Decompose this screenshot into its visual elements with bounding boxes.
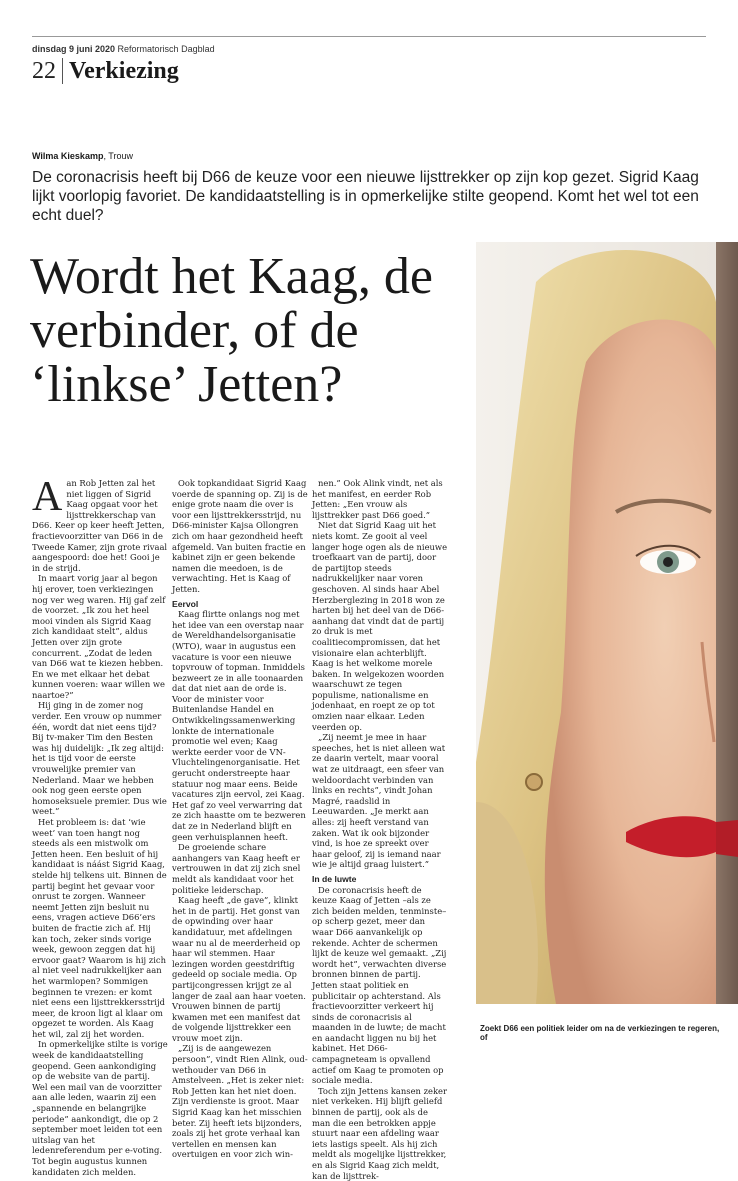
drop-cap: A	[32, 474, 63, 520]
column-2-paragraph: De groeiende schare aanhangers van Kaag heeft er vertrouwen in dat zij zich snel meldt als kandidaat voor het politieke leiderschap.	[172, 842, 301, 895]
dateline	[32, 44, 215, 54]
byline: Wilma Kieskamp, Trouw	[32, 151, 133, 161]
column-2-paragraph: Kaag flirtte onlangs nog met het idee van een overstap naar de Wereldhandelsorganisatie (WTO), waar in augustus een vacature is voor een nieuwe topvrouw of topman. Inmiddels bezweert ze in alle toonaarden dat dat niet aan de orde is. Voor de minister voor Buitenlandse Handel en Ontwikkelingssamenwerking lonkte de internationale promotie wel even; Kaag werkte eerder voor de VN-Vluchtelingenorganisatie. Het gerucht onderstreepte haar statuur nog maar eens. Beide vacatures zijn eervol, zei Kaag. Het gaf zo veel verwarring dat ze zich haastte om te bezweren dat ze in Nederland blijft en geen verhuisplannen heeft.	[172, 609, 306, 842]
top-rule	[32, 36, 706, 37]
column-3-paragraph: De coronacrisis heeft de keuze Kaag of Jetten –als ze zich beiden melden, tenminste– op scherp gezet, meer dan waar D66 aanvankelijk op rekende. Achter de schermen lijkt de keuze wel gemaakt. „Zij wordt het”, verwachten diverse bronnen binnen de partij. Jetten staat politiek en publicitair op achterstand. Als fractievoorzitter verkeert hij sinds de coronacrisis al maanden in de luwte; de macht en aandacht liggen nu bij het kabinet. Het D66-campagneteam is opvallend actief om Kaag te promoten op sociale media.	[312, 884, 447, 1086]
byline-outlet: Trouw	[108, 151, 133, 161]
column-3-paragraph: „Zij neemt je mee in haar speeches, het is niet alleen wat ze daarin vertelt, maar vooral wat ze uitdraagt, een sfeer van weldoordacht verbinden van links en rechts”, vindt Johan Magré, raadslid in Leeuwarden. „Je merkt aan alles: zij heeft verstand van zaken. Wat ik ook bijzonder vind, is hoe ze spreekt over haar geloof, zij is iemand naar wie je altijd graag luistert.”	[312, 732, 446, 870]
section-title: Verkiezing	[69, 58, 179, 84]
byline-author: Wilma Kieskamp	[32, 151, 104, 161]
photo-caption: Zoekt D66 een politiek leider om na de verkiezingen te regeren, of	[480, 1024, 720, 1042]
column-2-paragraph: Kaag heeft „de gave”, klinkt het in de partij. Het gonst van de opwinding over haar kandidatuur, met afdelingen waar nu al de meerderheid op haar wil stemmen. Haar lezingen worden geestdriftig gedeeld op sociale media. Op partijcongressen krijgt ze al langer de zaal aan haar voeten. Vrouwen binnen de partij kwamen met een manifest dat de volgende lijsttrekker een vrouw moet zijn.	[172, 895, 306, 1043]
issue-date: dinsdag 9 juni 2020	[32, 44, 116, 54]
portrait-photo	[476, 242, 738, 1004]
page-number: 22	[32, 58, 63, 84]
article-intro: De coronacrisis heeft bij D66 de keuze voor een nieuwe lijsttrekker op zijn kop gezet. Sigrid Kaag lijkt voorlopig favoriet. De kandidaatstelling is in opmerkelijke stilte geopend. Komt het wel tot een echt duel?	[32, 169, 699, 224]
column-1-paragraph	[32, 474, 168, 573]
article-column-3	[312, 478, 448, 1181]
column-2-paragraph: „Zij is de aangewezen persoon”, vindt Rien Alink, oud-wethouder van D66 in Amstelveen. „Het is zeker niet: Rob Jetten kan het niet doen. Zijn verdienste is groot. Maar Sigrid Kaag kan het misschien beter. Zij heeft iets bijzonders, zoals zij het grote verhaal kan vertellen en mensen kan overtuigen en voor zich win-	[172, 1043, 308, 1160]
column-3-paragraph: nen.” Ook Alink vindt, net als het manifest, en eerder Rob Jetten: „Een vrouw als lijsttrekker past D66 goed.”	[312, 478, 443, 520]
portrait-illustration	[476, 242, 738, 1004]
column-2-paragraph: Ook topkandidaat Sigrid Kaag voerde de spanning op. Zij is de enige grote naam die over is voor een lijsttrekkersstrijd, nu D66-minister Kajsa Ollongren zich om haar gezondheid heeft afgemeld. Van buiten fractie en kabinet zijn er geen bekende namen die meedoen, is de verwachting. Het is Kaag of Jetten.	[172, 478, 308, 594]
column-3-paragraph: Niet dat Sigrid Kaag uit het niets komt. Ze gooit al veel langer hoge ogen als de nieuwe troefkaart van de partij, door de partijtop steeds nadrukkelijker naar voren geschoven. Al sinds haar Abel Herzberglezing in 2018 won ze harten bij het deel van de D66-aanhang dat vindt dat de partij zo druk is met coalitiecompromissen, dat het visionaire elan achterblijft. Kaag is het welkome morele baken. In welgekozen woorden waarschuwt ze tegen populisme, nationalisme en jodenhaat, en roept ze op tot omzien naar elkaar. Leden veerden op.	[312, 520, 448, 732]
article-headline: Wordt het Kaag, de verbinder, of de ‘linkse’ Jetten?	[30, 248, 433, 413]
column-1-paragraph: Hij ging in de zomer nog verder. Een vrouw op nummer één, wordt dat niet eens tijd? Bij tv-maker Tim den Besten was hij duidelijk: „Ik zeg altijd: het is tijd voor de eerste vrouwelijke premier van Nederland. Maar we hebben ook nog geen eerste open homoseksuele premier. Dus wie weet.”	[32, 700, 167, 817]
page-header	[32, 58, 179, 84]
article-column-2	[172, 478, 308, 1160]
article-column-1	[32, 474, 168, 1177]
column-1-paragraph: In opmerkelijke stilte is vorige week de kandidaatstelling geopend. Geen aankondiging op de website van de partij. Wel een mail van de voorzitter aan alle leden, waarin zij een „spannende en belangrijke periode” aankondigt, die op 2 september moet leiden tot een uitslag van het ledenreferendum per e-voting. Tot begin augustus kunnen kandidaten zich melden.	[32, 1039, 168, 1177]
subheading-in-de-luwte: In de luwte	[312, 873, 357, 884]
column-1-paragraph: Het probleem is: dat ‘wie weet’ van toen hangt nog steeds als een mistwolk om Jetten heen. Een besluit of hij kandidaat is náást Sigrid Kaag, stelde hij telkens uit. Binnen de partij begint het gevaar voor onrust te zorgen. Wanneer neemt Jetten zijn besluit nu eens, vragen actieve D66’ers buiten de fractie zich af. Hij kan toch, zeker sinds vorige week, gewoon zeggen dat hij ervoor gaat? Waarom is hij zich al niet veel nadrukkelijker aan het warmlopen? Sommigen beginnen te vrezen: er komt niet eens een lijsttrekkersstrijd meer, de kroon ligt al klaar om opgezet te worden. Als Kaag het wil, zal zij het worden.	[32, 817, 167, 1039]
paragraph-text: an Rob Jetten zal het niet liggen of Sigrid Kaag opgaat voor het lijsttrekkerschap van D66. Keer op keer heeft Jetten, fractievoorzitter van D66 in de Tweede Kamer, zijn grote rivaal aangespoord: doe het! Gooi je in de strijd.	[32, 478, 168, 573]
newspaper-name: Reformatorisch Dagblad	[117, 44, 215, 54]
subheading-eervol: Eervol	[172, 598, 199, 609]
column-3-paragraph: Toch zijn Jettens kansen zeker niet verkeken. Hij blijft geliefd binnen de partij, ook als de man die een betrokken appje stuurt naar een afdeling waar iets lastigs speelt. Als hij zich meldt als mogelijke lijsttrekker, en als Sigrid Kaag zich meldt, kan de lijsttrek-	[312, 1085, 447, 1181]
column-1-paragraph: In maart vorig jaar al begon hij erover, toen verkiezingen nog ver weg waren. Hij gaf zelf de voorzet. „Ik zou het heel mooi vinden als Sigrid Kaag zich kandidaat stelt”, aldus Jetten over zijn grote concurrent. „Zodat de leden van D66 wat te kiezen hebben. En we met elkaar het debat kunnen voeren: waar willen we naartoe?”	[32, 573, 166, 700]
